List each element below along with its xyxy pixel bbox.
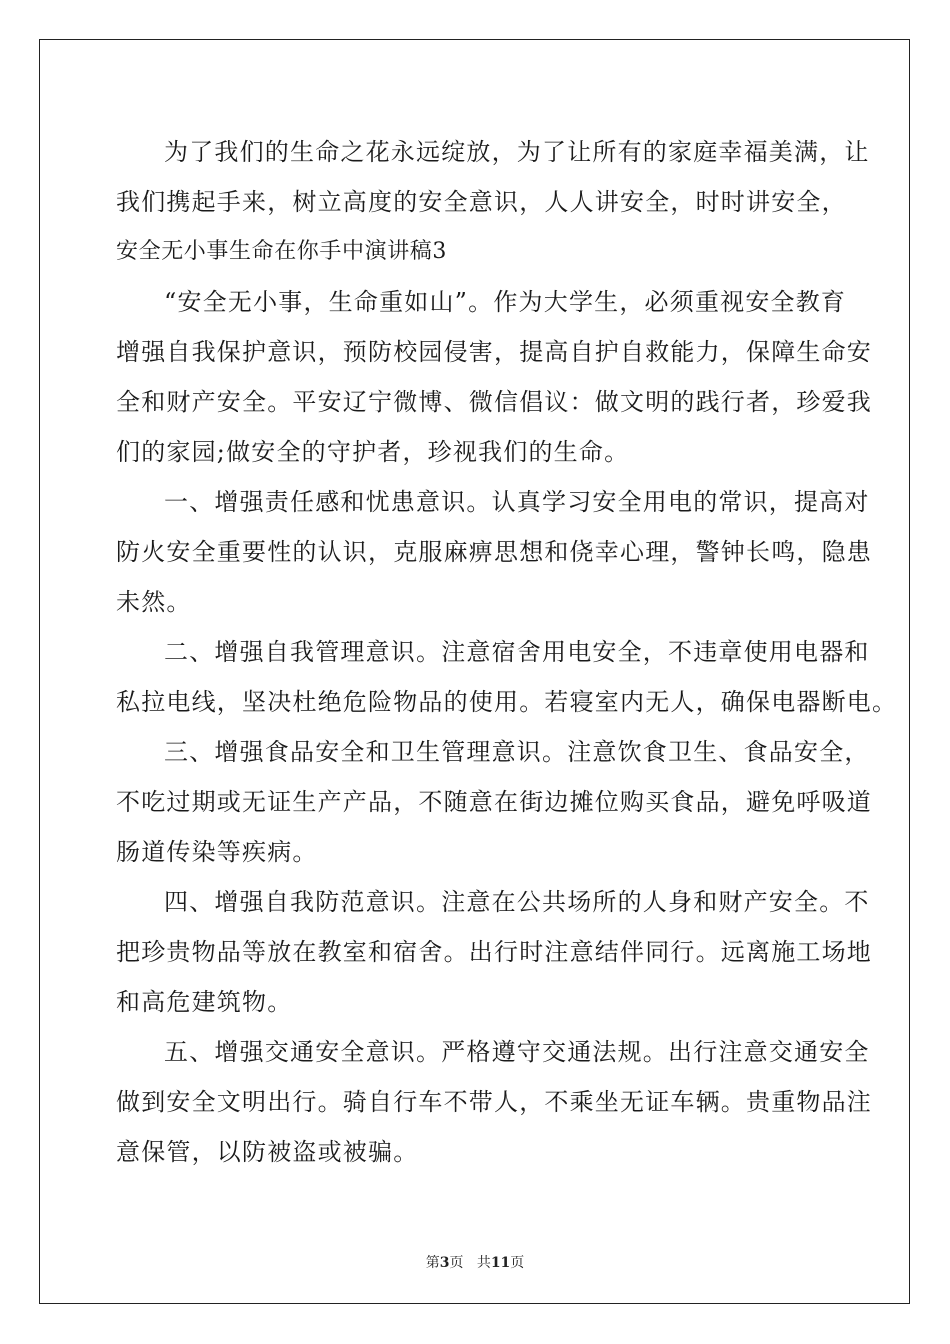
paragraph-line: 二、增强自我管理意识。注意宿舍用电安全，不违章使用电器和 (164, 638, 870, 666)
document-body (116, 127, 898, 1177)
paragraph-line: 和高危建筑物。 (116, 988, 293, 1016)
paragraph-line: 不吃过期或无证生产产品，不随意在街边摊位购买食品，避免呼吸道 (116, 788, 872, 816)
paragraph-line: “安全无小事，生命重如山”。作为大学生，必须重视安全教育 (164, 288, 847, 316)
total-prefix: 共 (476, 1255, 491, 1271)
page-number: 3 (439, 1255, 450, 1271)
paragraph-line: 五、增强交通安全意识。严格遵守交通法规。出行注意交通安全 (164, 1038, 870, 1066)
paragraph-line: 未然。 (116, 588, 192, 616)
paragraph-line: 私拉电线，坚决杜绝危险物品的使用。若寝室内无人，确保电器断电。 (116, 688, 898, 716)
paragraph-line: 为了我们的生命之花永远绽放，为了让所有的家庭幸福美满，让 (164, 138, 870, 166)
paragraph-line: 防火安全重要性的认识，克服麻痹思想和侥幸心理，警钟长鸣，隐患 (116, 538, 872, 566)
paragraph-line: 四、增强自我防范意识。注意在公共场所的人身和财产安全。不 (164, 888, 870, 916)
page-footer (0, 1252, 950, 1272)
total-pages: 11 (490, 1255, 511, 1271)
paragraph-line: 做到安全文明出行。骑自行车不带人，不乘坐无证车辆。贵重物品注 (116, 1088, 872, 1116)
page-prefix: 第 (425, 1255, 440, 1271)
section-title: 安全无小事生命在你手中演讲稿3 (116, 239, 447, 264)
paragraph-line: 一、增强责任感和忧患意识。认真学习安全用电的常识，提高对 (164, 488, 870, 516)
paragraph-line: 肠道传染等疾病。 (116, 838, 318, 866)
paragraph-line: 增强自我保护意识，预防校园侵害，提高自护自救能力，保障生命安 (116, 338, 872, 366)
paragraph-line: 把珍贵物品等放在教室和宿舍。出行时注意结伴同行。远离施工场地 (116, 938, 872, 966)
page-suffix: 页 (449, 1255, 464, 1271)
total-suffix: 页 (510, 1255, 525, 1271)
paragraph-line: 意保管，以防被盗或被骗。 (116, 1138, 419, 1166)
paragraph-line: 我们携起手来，树立高度的安全意识，人人讲安全，时时讲安全， (116, 188, 847, 216)
paragraph-line: 三、增强食品安全和卫生管理意识。注意饮食卫生、食品安全， (164, 738, 870, 766)
paragraph-line: 们的家园;做安全的守护者，珍视我们的生命。 (116, 438, 630, 466)
paragraph-line: 全和财产安全。平安辽宁微博、微信倡议：做文明的践行者，珍爱我 (116, 388, 872, 416)
